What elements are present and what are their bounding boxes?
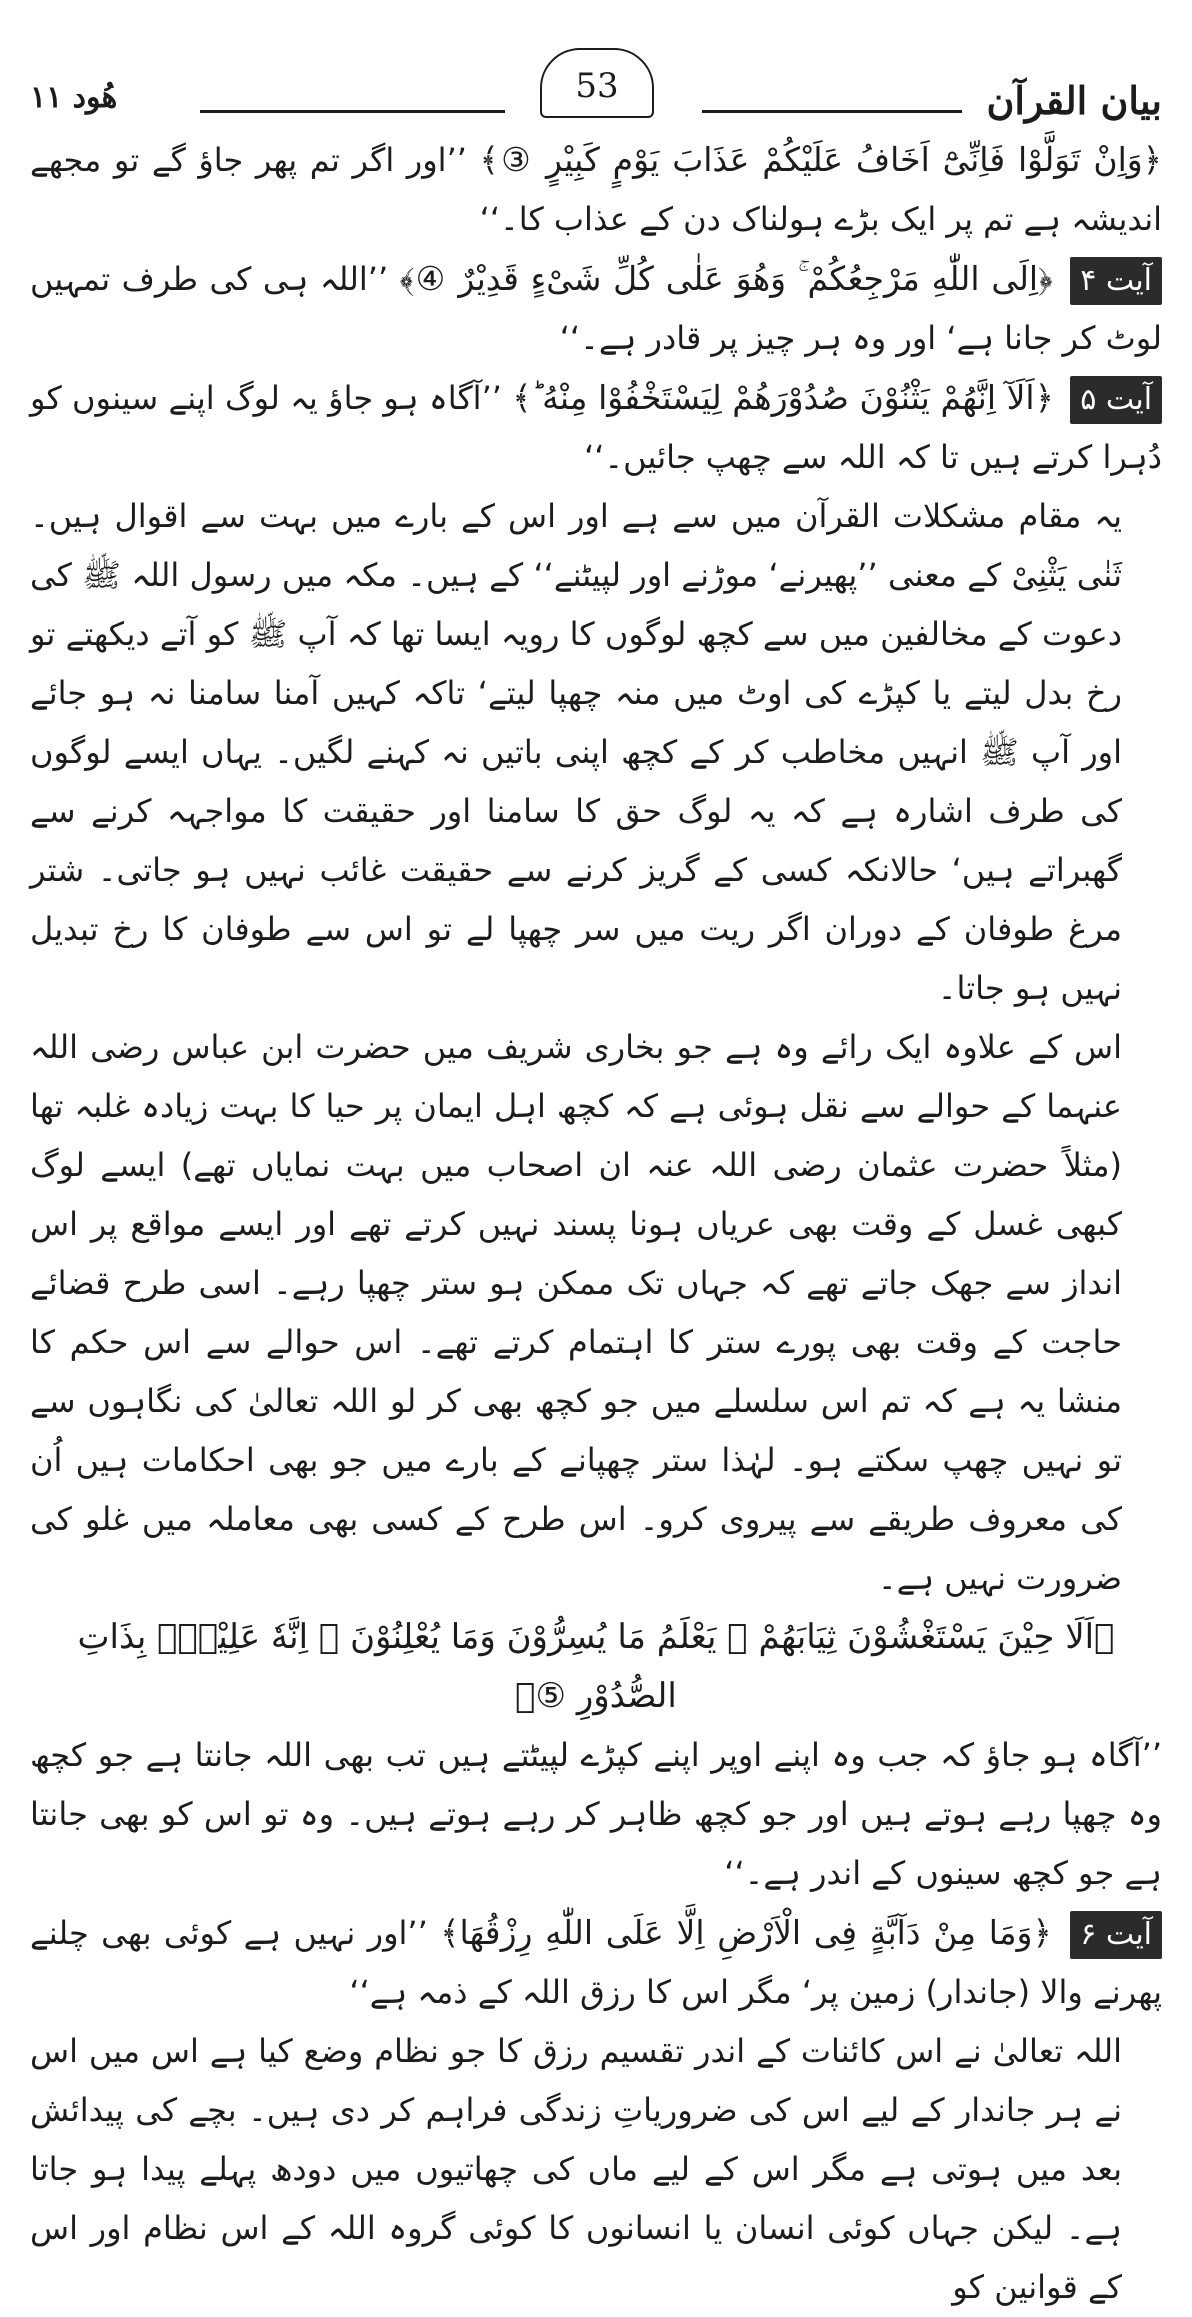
surah-name: ھُود ۱۱ (30, 80, 118, 115)
verse-translation: ’’اللہ ہی کی طرف تمہیں لوٹ کر جانا ہے‘ اور وہ ہر چیز پر قادر ہے۔‘‘ (30, 260, 1162, 357)
verse-text: ﴿وَاِنْ تَوَلَّوْا فَاِنِّیْٓ اَخَافُ عَلَیْكُمْ عَذَابَ یَوْمٍ كَبِیْرٍ ③﴾ (479, 140, 1163, 179)
commentary-paragraph: اللہ تعالیٰ نے اس کائنات کے اندر تقسیم رزق کا جو نظام وضع کیا ہے اس میں اس نے ہر جاندار کے لیے اس کی ضروریاتِ زندگی فراہم کر دی ہیں۔ بچے کی پیدائش بعد میں ہوتی ہے مگر اس کے لیے ماں کی چھاتیوں میں دودھ پہلے پیدا ہو جاتا ہے۔ لیکن جہاں کوئی انسان یا انسانوں کا کوئی گروہ اللہ کے اس نظام اور اس کے قوانین کو (30, 2032, 1122, 2306)
book-title: بیان القرآن (986, 78, 1162, 123)
page (30, 0, 1163, 2306)
header-rule-left (200, 110, 505, 113)
ayah-tag: آیت ۵ (1070, 376, 1162, 424)
verse-block-3 (30, 130, 1162, 249)
commentary-paragraph: اس کے علاوہ ایک رائے وہ ہے جو بخاری شریف میں حضرت ابن عباس رضی اللہ عنہما کے حوالے سے نقل ہوئی ہے کہ کچھ اہل ایمان پر حیا کا بہت زیادہ غلبہ تھا (مثلاً حضرت عثمان رضی اللہ عنہ ان اصحاب میں بہت نمایاں تھے) ایسے لوگ کبھی غسل کے وقت بھی عریاں ہونا پسند نہیں کرتے تھے اور ایسے مواقع پر اس انداز سے جھک جاتے تھے کہ جہاں تک ممکن ہو ستر چھپا رہے۔ اسی طرح قضائے حاجت کے وقت بھی پورے ستر کا اہتمام کرتے تھے۔ اس حوالے سے اس حکم کا منشا یہ ہے کہ تم اس سلسلے میں جو کچھ بھی کر لو اللہ تعالیٰ کی نگاہوں سے تو نہیں چھپ سکتے ہو۔ لہٰذا ستر چھپانے کے بارے میں جو بھی احکامات ہیں اُن کی معروف طریقے سے پیروی کرو۔ اس طرح کے کسی بھی معاملہ میں غلو کی ضرورت نہیں ہے۔ (30, 1028, 1123, 1597)
commentary-paragraph: یہ مقام مشکلات القرآن میں سے ہے اور اس کے بارے میں بہت سے اقوال ہیں۔ ثَنٰی یَثْنِیْ کے معنی ’’پھیرنے‘ موڑنے اور لپیٹنے‘‘ کے ہیں۔ مکہ میں رسول اللہ ﷺ کی دعوت کے مخالفین میں سے کچھ لوگوں کا رویہ ایسا تھا کہ آپ ﷺ کو آتے دیکھتے تو رخ بدل لیتے یا کپڑے کی اوٹ میں منہ چھپا لیتے‘ تاکہ کہیں آمنا سامنا نہ ہو جائے اور آپ ﷺ انہیں مخاطب کر کے کچھ اپنی باتیں نہ کہنے لگیں۔ یہاں ایسے لوگوں کی طرف اشارہ ہے کہ یہ لوگ حق کا سامنا اور حقیقت کا مواجہہ کرنے سے گھبراتے ہیں‘ حالانکہ کسی کے گریز کرنے سے حقیقت غائب نہیں ہو جاتی۔ شتر مرغ طوفان کے دوران اگر ریت میں سر چھپا لے تو اس سے طوفان کا رخ تبدیل نہیں ہو جاتا۔ (30, 497, 1123, 1007)
page-body (30, 130, 1162, 2317)
verse-block-4 (30, 249, 1162, 368)
verse-translation: ’’آگاہ ہو جاؤ یہ لوگ اپنے سینوں کو دُہرا کرتے ہیں تا کہ اللہ سے چھپ جائیں۔‘‘ (30, 379, 1162, 476)
header-rule-right (702, 110, 962, 113)
verse-text: ﴿وَمَا مِنْ دَآبَّةٍ فِی الْاَرْضِ اِلَّا عَلَی اللّٰهِ رِزْقُهَا﴾ (440, 1913, 1052, 1952)
verse-translation: ’’اور اگر تم پھر جاؤ گے تو مجھے اندیشہ ہے تم پر ایک بڑے ہولناک دن کے عذاب کا۔‘‘ (30, 141, 1162, 238)
ayah-tag: آیت ۴ (1070, 257, 1162, 305)
page-number: 53 (540, 48, 654, 118)
verse-translation-centered: ’’آگاہ ہو جاؤ کہ جب وہ اپنے اوپر اپنے کپڑے لپیٹتے ہیں تب بھی اللہ جانتا ہے جو کچھ وہ چھپا رہے ہوتے ہیں اور جو کچھ ظاہر کر رہے ہوتے ہیں۔ وہ تو اس کو بھی جانتا ہے جو کچھ سینوں کے اندر ہے۔‘‘ (30, 1736, 1163, 1892)
verse-block-5 (30, 368, 1162, 487)
verse-text: ﴿اِلَی اللّٰهِ مَرْجِعُكُمْ ۚ وَهُوَ عَلٰی كُلِّ شَیْءٍ قَدِیْرٌ ④﴾ (399, 259, 1053, 298)
verse-block-6 (30, 1903, 1162, 2022)
verse-text-centered: ﴿اَلَا حِیْنَ یَسْتَغْشُوْنَ ثِیَابَهُمْ ۙ یَعْلَمُ مَا یُسِرُّوْنَ وَمَا یُعْلِنُوْنَ ۚ اِنَّهٗ عَلِیْمٌۢ بِذَاتِ الصُّدُوْرِ ⑤﴾ (77, 1617, 1115, 1716)
verse-text: ﴿اَلَآ اِنَّهُمْ یَثْنُوْنَ صُدُوْرَهُمْ لِیَسْتَخْفُوْا مِنْهُ ؕ﴾ (512, 378, 1054, 417)
page-header (30, 0, 1162, 130)
ayah-tag: آیت ۶ (1070, 1911, 1162, 1959)
verse-translation: ’’اور نہیں ہے کوئی بھی چلنے پھرنے والا (جاندار) زمین پر‘ مگر اس کا رزق اللہ کے ذمہ ہے‘‘ (30, 1914, 1162, 2011)
